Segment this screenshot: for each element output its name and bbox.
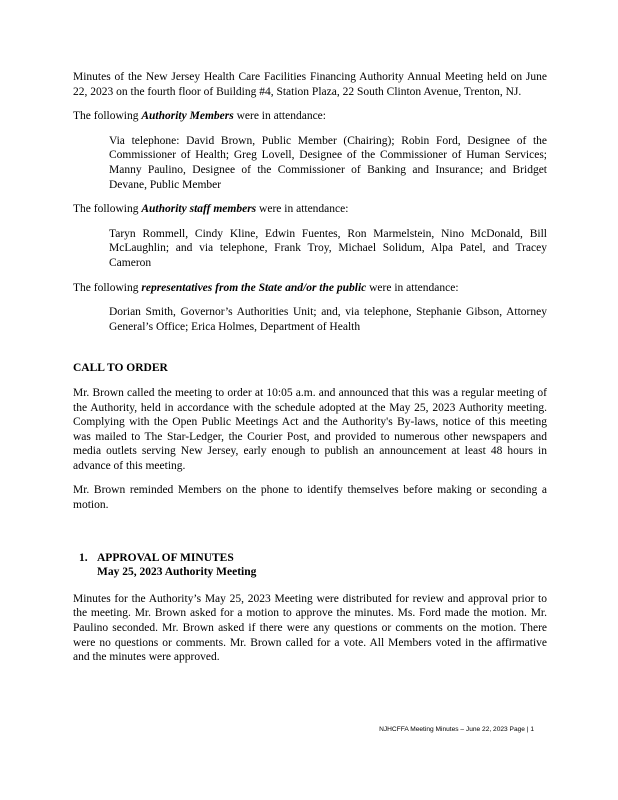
reps-lead-emphasis: representatives from the State and/or the public — [141, 281, 367, 294]
staff-lead — [73, 202, 547, 217]
page-footer: NJHCFFA Meeting Minutes – June 22, 2023 Page | 1 — [379, 726, 534, 733]
members-lead-post: were in attendance: — [233, 110, 326, 123]
reminder-paragraph: Mr. Brown reminded Members on the phone to identify themselves before making or seconding a motion. — [73, 484, 547, 512]
members-lead — [73, 109, 547, 124]
reps-lead-pre: The following — [73, 281, 142, 294]
reps-list: Dorian Smith, Governor’s Authorities Unit; and, via telephone, Stephanie Gibson, Attorney General’s Office; Erica Holmes, Department of Health — [109, 306, 547, 333]
section-1-subtitle: May 25, 2023 Authority Meeting — [97, 566, 257, 579]
intro-paragraph: Minutes of the New Jersey Health Care Facilities Financing Authority Annual Meeting held on June 22, 2023 on the fourth floor of Building #4, Station Plaza, 22 South Clinton Avenue, Trenton, NJ. — [73, 71, 547, 98]
members-list: Via telephone: David Brown, Public Member (Chairing); Robin Ford, Designee of the Commissioner of Health; Greg Lovell, Designee of the Commissioner of Human Services; Manny Paulino, Designee of the Commissioner of Banking and Insurance; and Bridget Devane, Public Member — [109, 134, 547, 191]
members-lead-emphasis: Authority Members — [141, 110, 234, 123]
reps-lead — [73, 281, 547, 296]
members-lead-pre: The following — [73, 110, 142, 123]
reps-lead-post: were in attendance: — [366, 281, 459, 294]
staff-lead-post: were in attendance: — [256, 203, 349, 216]
staff-lead-emphasis: Authority staff members — [141, 203, 257, 216]
call-to-order-paragraph: Mr. Brown called the meeting to order at 10:05 a.m. and announced that this was a regular meeting of the Authority, held in accordance with the schedule adopted at the May 25, 2023 Authority meeting. Complying with the Open Public Meetings Act and the Authority's By-laws, notice of this meeting was mailed to The Star-Ledger, the Courier Post, and provided to numerous other newspapers and media outlets serving New Jersey, early enough to publish an announcement at least 48 hours in advance of this meeting. — [73, 386, 547, 472]
staff-lead-pre: The following — [73, 203, 142, 216]
call-to-order-heading: CALL TO ORDER — [73, 362, 168, 375]
staff-list: Taryn Rommell, Cindy Kline, Edwin Fuentes, Ron Marmelstein, Nino McDonald, Bill McLaughlin; and via telephone, Frank Troy, Michael Solidum, Alpa Patel, and Tracey Cameron — [109, 227, 547, 269]
section-1-body: Minutes for the Authority’s May 25, 2023 Meeting were distributed for review and approval prior to the meeting. Mr. Brown asked for a motion to approve the minutes. Ms. Ford made the motion. Mr. Paulino seconded. Mr. Brown asked if there were any questions or comments on the motion. There were no questions or comments. Mr. Brown called for a vote. All Members voted in the affirmative and the minutes were approved. — [73, 592, 547, 664]
section-1-heading — [73, 551, 547, 580]
section-1-title: APPROVAL OF MINUTES — [97, 551, 234, 564]
section-1-number: 1. — [79, 551, 88, 564]
